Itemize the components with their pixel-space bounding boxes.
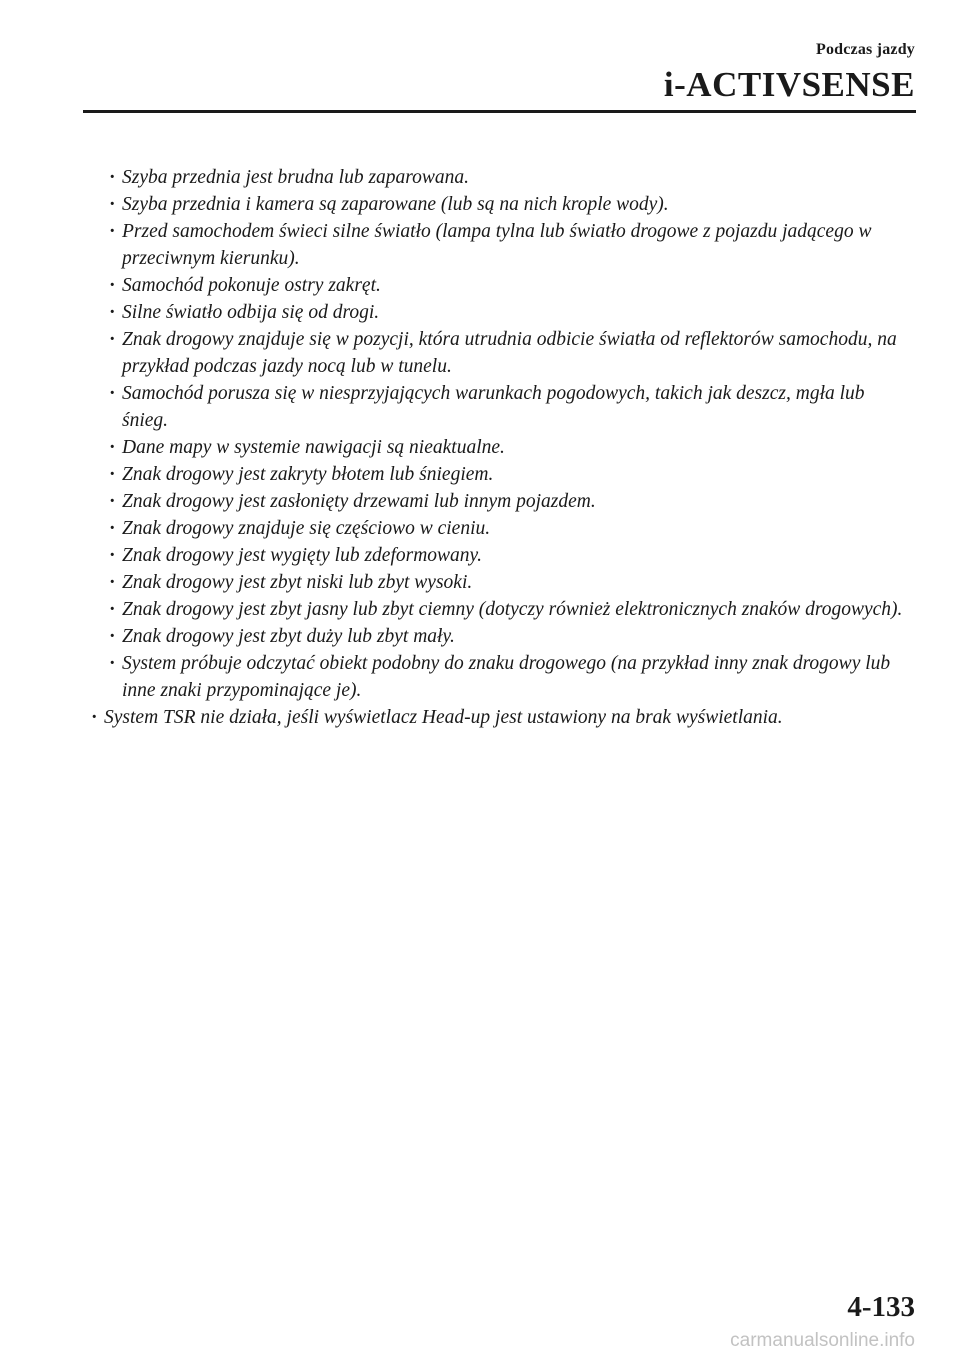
list-item: · Szyba przednia jest brudna lub zaparowana. [106, 164, 908, 191]
list-item: · Samochód pokonuje ostry zakręt. [106, 272, 908, 299]
conditions-list [88, 164, 908, 704]
page-content [88, 164, 908, 731]
notes-list [88, 704, 908, 731]
page-header [664, 40, 915, 105]
list-item: · Znak drogowy jest zasłonięty drzewami lub innym pojazdem. [106, 488, 908, 515]
list-item: · Znak drogowy znajduje się w pozycji, która utrudnia odbicie światła od reflektorów samochodu, na przykład podczas jazdy nocą lub w tunelu. [106, 326, 908, 380]
list-item: · Znak drogowy jest zakryty błotem lub śniegiem. [106, 461, 908, 488]
tsr-note: · System TSR nie działa, jeśli wyświetlacz Head-up jest ustawiony na brak wyświetlania. [88, 704, 908, 731]
header-divider [83, 110, 916, 113]
list-item: · System próbuje odczytać obiekt podobny do znaku drogowego (na przykład inny znak drogowy lub inne znaki przypominające je). [106, 650, 908, 704]
chapter-title: i-ACTIVSENSE [663, 65, 915, 104]
list-item: · Dane mapy w systemie nawigacji są nieaktualne. [106, 434, 908, 461]
list-item: · Znak drogowy jest zbyt duży lub zbyt mały. [106, 623, 908, 650]
page-number: 4-133 [847, 1291, 915, 1323]
list-item: · Znak drogowy jest zbyt jasny lub zbyt ciemny (dotyczy również elektronicznych znaków drogowych). [106, 596, 908, 623]
list-item: · Przed samochodem świeci silne światło (lampa tylna lub światło drogowe z pojazdu jadącego w przeciwnym kierunku). [106, 218, 908, 272]
list-item: · Znak drogowy jest wygięty lub zdeformowany. [106, 542, 908, 569]
list-item: · Silne światło odbija się od drogi. [106, 299, 908, 326]
list-item: · Szyba przednia i kamera są zaparowane (lub są na nich krople wody). [106, 191, 908, 218]
section-label: Podczas jazdy [815, 41, 915, 58]
list-item: · Samochód porusza się w niesprzyjających warunkach pogodowych, takich jak deszcz, mgła lub śnieg. [106, 380, 908, 434]
watermark: carmanualsonline.info [730, 1330, 915, 1351]
list-item: · Znak drogowy jest zbyt niski lub zbyt wysoki. [106, 569, 908, 596]
list-item: · Znak drogowy znajduje się częściowo w cieniu. [106, 515, 908, 542]
